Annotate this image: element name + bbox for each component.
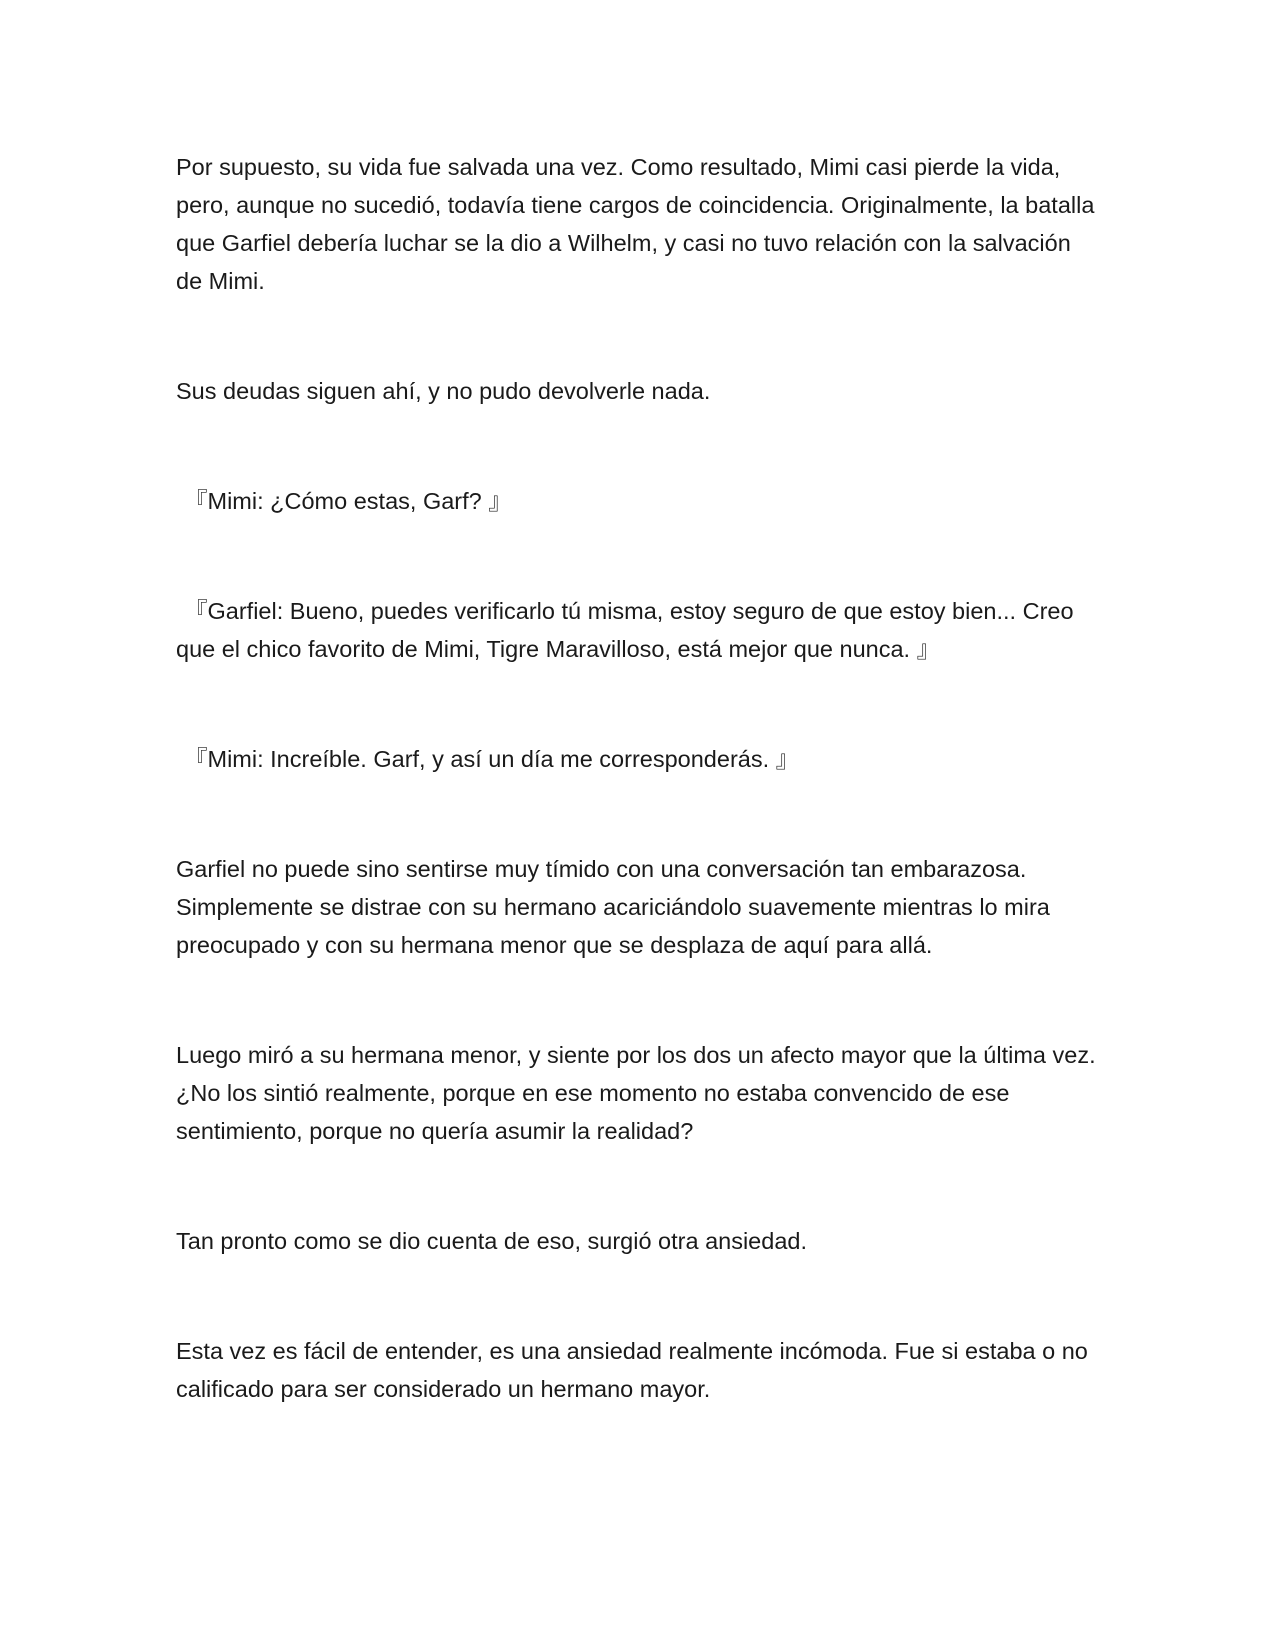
paragraph: Sus deudas siguen ahí, y no pudo devolverle nada. xyxy=(176,378,711,404)
dialogue-line: 『Mimi: Increíble. Garf, y así un día me corresponderás. 』 xyxy=(184,746,800,772)
paragraph: Luego miró a su hermana menor, y siente por los dos un afecto mayor que la última vez. ¿No los sintió realmente, porque en ese momento no estaba convencido de ese sentimiento, porque no quería asumir la realidad? xyxy=(176,1042,1096,1144)
dialogue-line: 『Garfiel: Bueno, puedes verificarlo tú misma, estoy seguro de que estoy bien... Creo que el chico favorito de Mimi, Tigre Maravilloso, está mejor que nunca. 』 xyxy=(176,598,1074,662)
paragraph: Por supuesto, su vida fue salvada una vez. Como resultado, Mimi casi pierde la vida, pero, aunque no sucedió, todavía tiene cargos de coincidencia. Originalmente, la batalla que Garfiel debería luchar se la dio a Wilhelm, y casi no tuvo relación con la salvación de Mimi. xyxy=(176,154,1095,294)
paragraph: Garfiel no puede sino sentirse muy tímido con una conversación tan embarazosa. Simplemente se distrae con su hermano acariciándolo suavemente mientras lo mira preocupado y con su hermana menor que se desplaza de aquí para allá. xyxy=(176,856,1050,958)
paragraph: Tan pronto como se dio cuenta de eso, surgió otra ansiedad. xyxy=(176,1228,807,1254)
dialogue-line: 『Mimi: ¿Cómo estas, Garf? 』 xyxy=(184,488,512,514)
document-body xyxy=(176,148,1096,1480)
paragraph: Esta vez es fácil de entender, es una ansiedad realmente incómoda. Fue si estaba o no calificado para ser considerado un hermano mayor. xyxy=(176,1338,1088,1402)
